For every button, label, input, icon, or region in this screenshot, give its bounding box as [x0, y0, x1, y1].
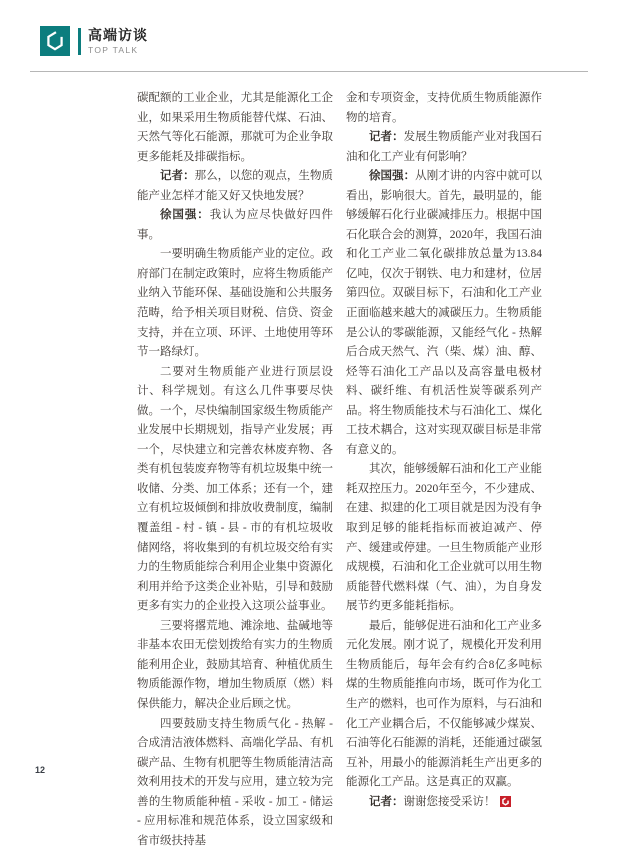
paragraph: 其次，能够缓解石油和化工产业能耗双控压力。2020年至今，不少建成、在建、拟建的化工项目就是因为没有争取到足够的能耗指标而被迫减产、停产、缓建或停建。一旦生物质能产业形成规模，石油和化工企业就可以用生物质能替代燃料煤（气、油），为自身发展节约更多能耗指标。: [346, 460, 542, 616]
paragraph: 三要将撂荒地、滩涂地、盐碱地等非基本农田无偿划拨给有实力的生物质能利用企业，鼓励其培育、种植优质生物质能源作物，增加生物质原（燃）料保供能力，解决企业后顾之忧。: [137, 617, 333, 715]
section-titles: [88, 28, 148, 55]
article-body: [137, 89, 542, 851]
paragraph: 一要明确生物质能产业的定位。政府部门在制定政策时，应将生物质能产业纳入节能环保、基础设施和公共服务范畴，给予相关项目财税、信贷、资金支持，并在立项、环评、土地使用等环节一路绿灯。: [137, 245, 333, 362]
section-subtitle: TOP TALK: [88, 46, 148, 55]
section-title: 高端访谈: [88, 28, 148, 43]
header-divider: [30, 71, 588, 72]
paragraph: 记者：谢谢您接受采访！: [346, 793, 542, 813]
paragraph: 二要对生物质能产业进行顶层设计、科学规划。有这么几件事要尽快做。一个，尽快编制国家级生物质能产业发展中长期规划，指导产业发展；再一个，尽快建立和完善农林废弃物、各类有机包装废弃物等有机垃圾集中统一收储、分类、加工体系；还有一个，建立有机垃圾倾倒和排放收费制度，编制覆盖组 - 村 - 镇 - 县 - 市的有机垃圾收储网络，将收集到的有机垃圾交给有实力的生物质能综合利用企业集中资源化利用并给予这类企业补贴，引导和鼓励更多有实力的企业投入这项公益事业。: [137, 363, 333, 617]
magazine-logo-icon: [40, 26, 70, 56]
paragraph: 徐国强：我认为应尽快做好四件事。: [137, 206, 333, 245]
paragraph: 记者：发展生物质能产业对我国石油和化工产业有何影响？: [346, 128, 542, 167]
page-number: 12: [35, 765, 45, 775]
speaker-label: 记者：: [160, 170, 195, 182]
text-column: [346, 89, 542, 851]
speaker-label: 徐国强：: [369, 170, 415, 182]
paragraph: 碳配额的工业企业，尤其是能源化工企业，如果采用生物质能替代煤、石油、天然气等化石能源，那就可为企业争取更多能耗及排碳指标。: [137, 89, 333, 167]
speaker-label: 记者：: [369, 796, 404, 808]
hexagon-end-mark-icon: [500, 796, 511, 807]
paragraph: 四要鼓励支持生物质气化 - 热解 - 合成清洁液体燃料、高端化学品、有机碳产品、生物有机肥等生物质能清洁高效利用技术的开发与应用，建立较为完善的生物质能种植 - 采收 - 加工 - 储运 - 应用标准和规范体系，设立国家级和省市级扶持基: [137, 715, 333, 851]
speaker-label: 徐国强：: [160, 209, 210, 221]
section-header: [40, 26, 148, 56]
speaker-label: 记者：: [369, 131, 404, 143]
paragraph: 金和专项资金，支持优质生物质能源作物的培育。: [346, 89, 542, 128]
paragraph: 最后，能够促进石油和化工产业多元化发展。刚才说了，规模化开发利用生物质能后，每年会有约合8亿多吨标煤的生物质能推向市场，既可作为化工生产的燃料，也可作为原料，与石油和化工产业耦合后，不仅能够减少煤炭、石油等化石能源的消耗，还能通过碳氢互补，用最小的能源消耗生产出更多的能源化工产品。这是真正的双赢。: [346, 617, 542, 793]
paragraph: 徐国强：从刚才讲的内容中就可以看出，影响很大。首先，最明显的，能够缓解石化行业碳减排压力。根据中国石化联合会的测算，2020年，我国石油和化工产业二氧化碳排放总量为13.84亿吨，仅次于钢铁、电力和建材，位居第四位。双碳目标下，石油和化工产业正面临越来越大的减碳压力。生物质能是公认的零碳能源，又能经气化 - 热解后合成天然气、汽（柴、煤）油、醇、烃等石油化工产品以及高容量电极材料、碳纤维、有机活性炭等碳系列产品。将生物质能技术与石油化工、煤化工技术耦合，这对实现双碳目标是非常有意义的。: [346, 167, 542, 460]
text-column: [137, 89, 333, 851]
paragraph: 记者：那么，以您的观点，生物质能产业怎样才能又好又快地发展？: [137, 167, 333, 206]
header-separator: [78, 28, 81, 55]
